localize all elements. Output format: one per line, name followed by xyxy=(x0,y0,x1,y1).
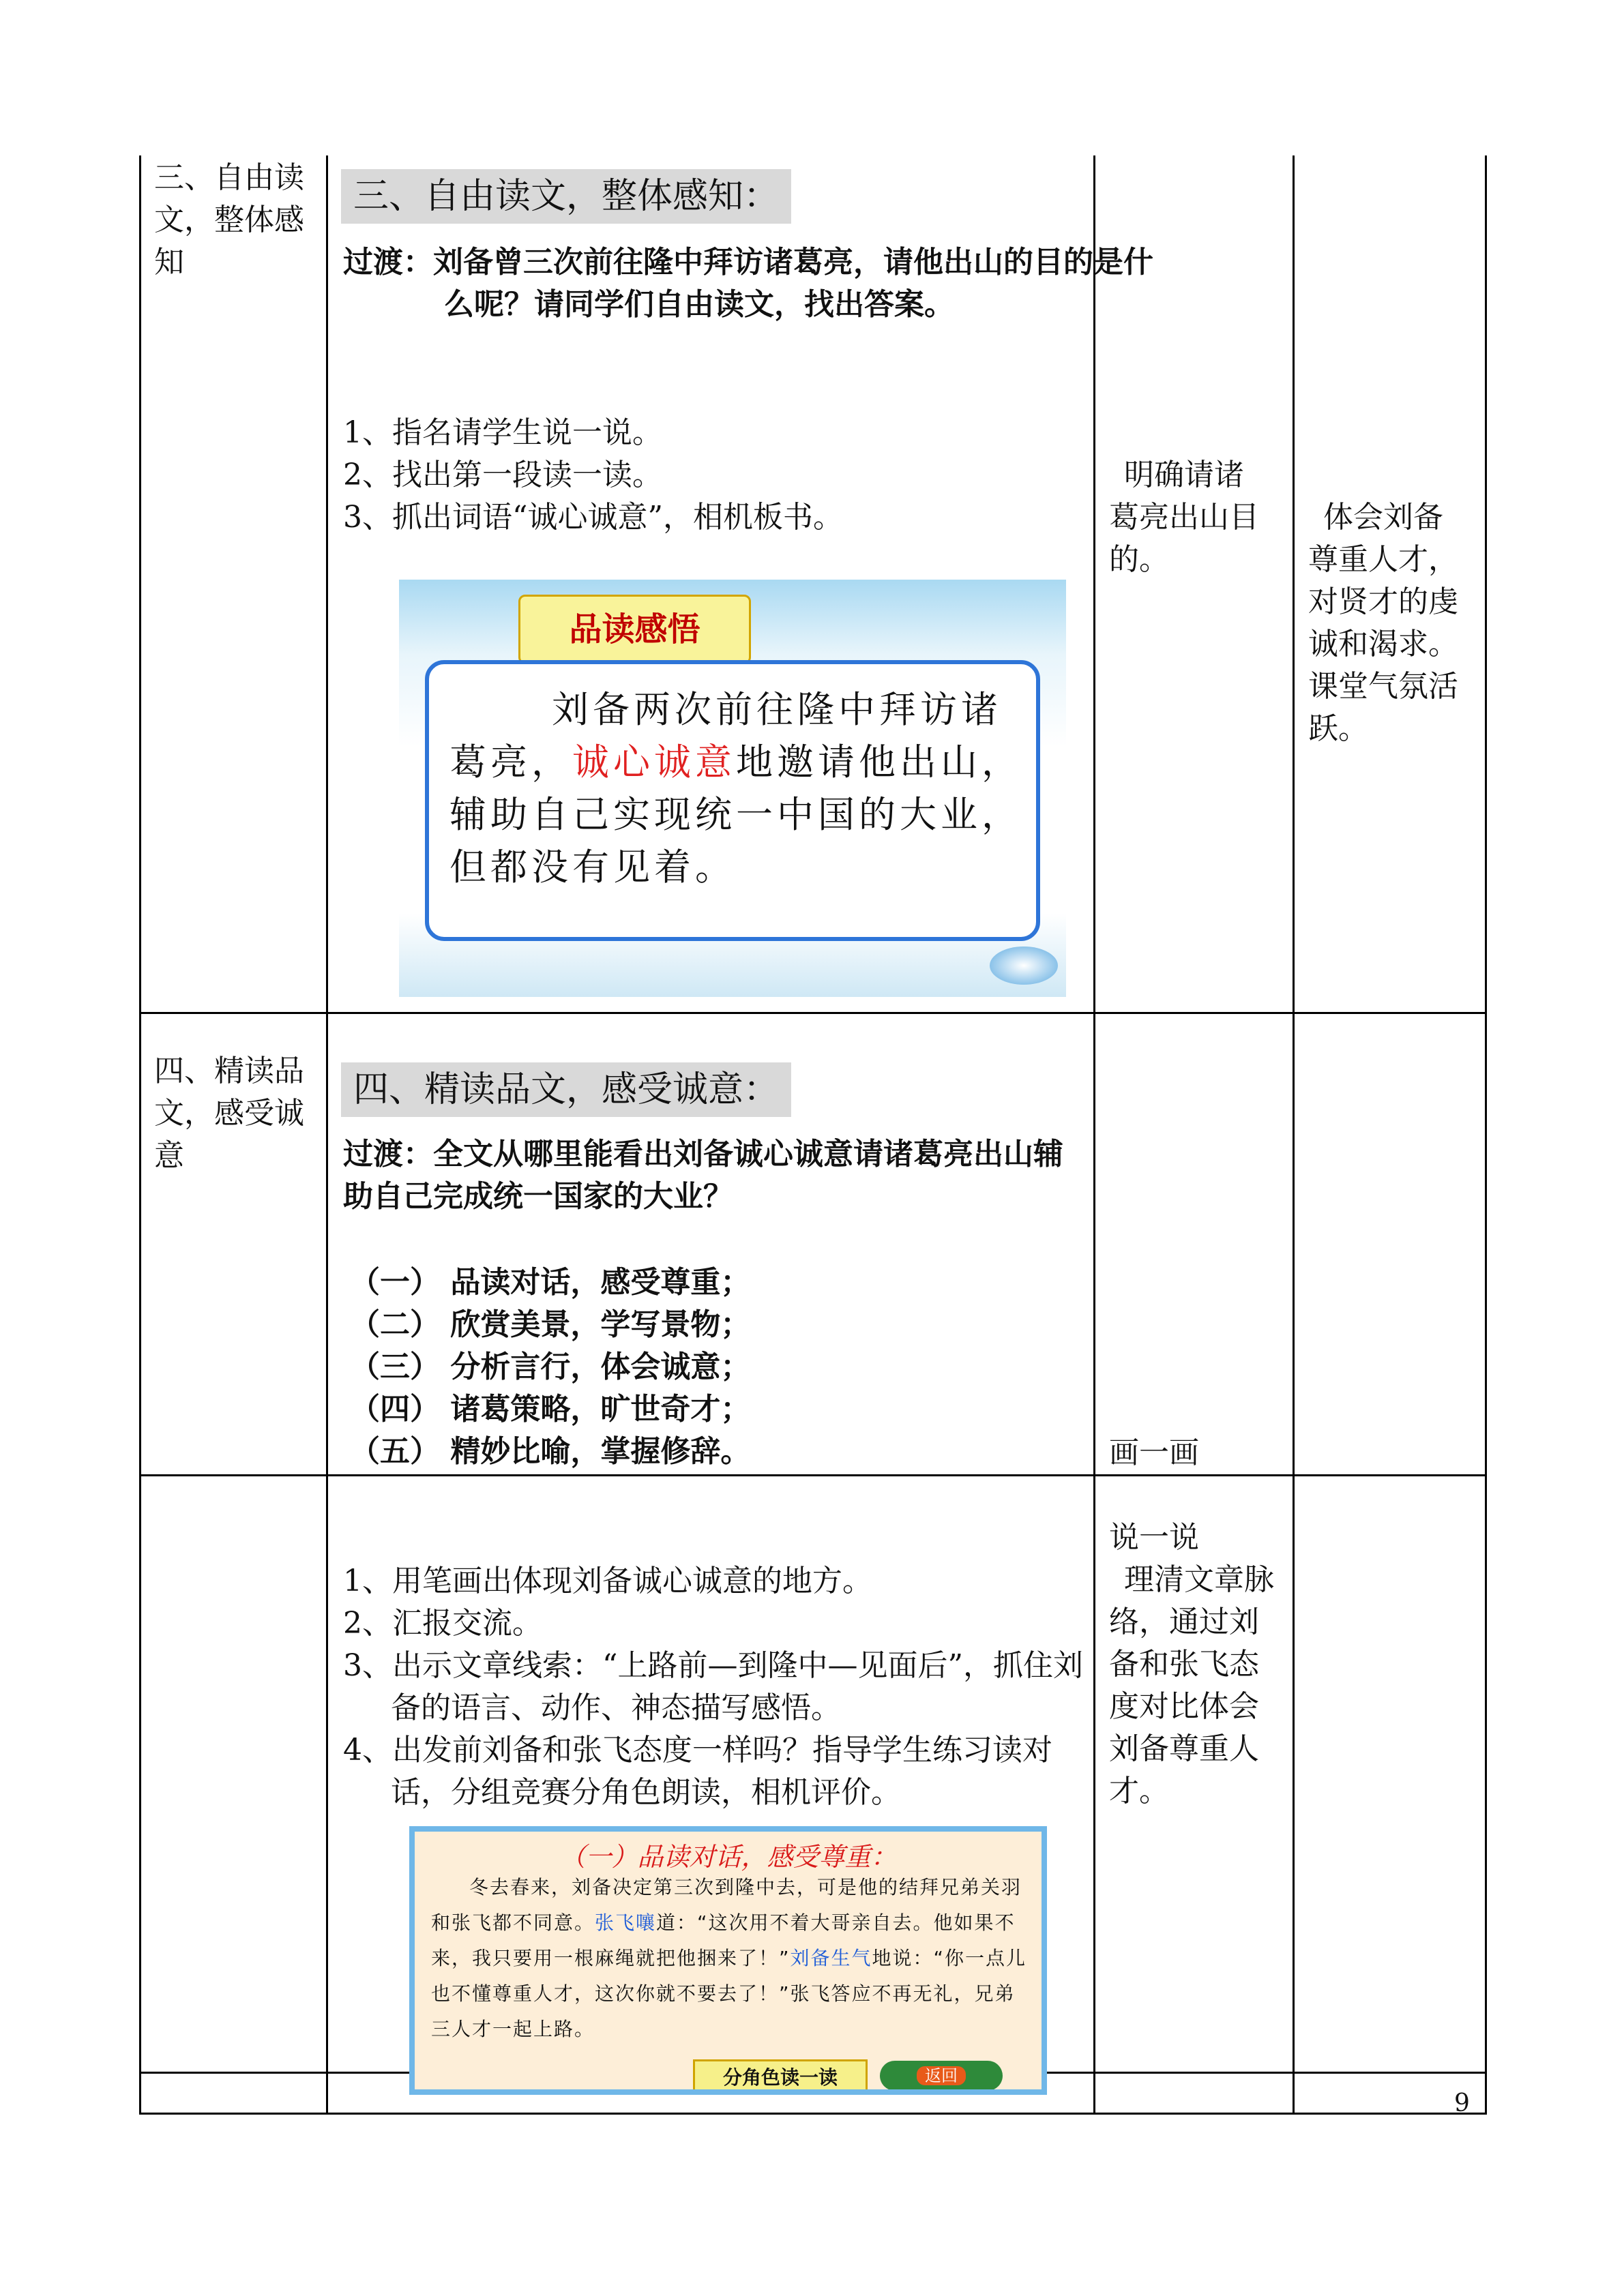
scroll-banner xyxy=(518,595,751,664)
slide2-text xyxy=(431,1870,1032,2047)
step-item: 1、指名请学生说一说。 xyxy=(343,415,662,450)
step-item: 3、出示文章线索：“上路前—到隆中—见面后”，抓住刘备的语言、动作、神态描写感悟。 xyxy=(343,1648,1083,1725)
step-item: 1、用笔画出体现刘备诚心诚意的地方。 xyxy=(343,1564,872,1598)
slide-text-before: 刘备两次前往隆中拜访诸葛亮， xyxy=(449,688,1002,784)
step-item: 3、抓出词语“诚心诚意”，相机板书。 xyxy=(343,500,843,535)
student-activity-1: 明确请诸葛亮出山目的。 xyxy=(1109,458,1259,577)
step-item: 2、汇报交流。 xyxy=(343,1606,542,1641)
globe-bowl-icon xyxy=(990,946,1058,985)
slide-reading-insight xyxy=(399,580,1066,997)
slide-text-box xyxy=(425,660,1040,941)
table-divider-3 xyxy=(1293,155,1295,2113)
step-list-3 xyxy=(343,1560,1087,1814)
slide2-title: （一）品读对话，感受尊重： xyxy=(559,1842,897,1872)
section-heading-2: 四、精读品文，感受诚意： xyxy=(341,1062,791,1117)
back-button[interactable] xyxy=(880,2061,1003,2091)
slide2-liubei: 刘备生气 xyxy=(790,1947,872,1969)
step-item: 4、出发前刘备和张飞态度一样吗？指导学生练习读对话，分组竞赛分角色朗读，相机评价。 xyxy=(343,1733,1052,1810)
student-activity-title-3: 说一说 xyxy=(1109,1520,1199,1555)
transition-text-1: 过渡：刘备曾三次前往隆中拜访诸葛亮，请他出山的目的是什么呢？请同学们自由读文，找出答案。 xyxy=(343,245,1153,322)
table-divider-1 xyxy=(326,155,328,2113)
table-border-bottom xyxy=(139,2113,1487,2115)
student-activity-3: 理清文章脉络，通过刘备和张飞态度对比体会刘备尊重人才。 xyxy=(1109,1562,1274,1808)
slide2-zhangfei: 张飞嚷 xyxy=(595,1911,657,1934)
slide2-p1: 冬去春来，刘备决定第三次到隆中去，可是他的结拜兄弟关羽和张飞都不同意。 xyxy=(431,1876,1022,1934)
table-divider-2 xyxy=(1093,155,1095,2113)
section-heading-1: 三、自由读文，整体感知： xyxy=(341,169,791,224)
row-separator-1 xyxy=(139,1012,1487,1014)
slide-dialogue-reading xyxy=(409,1826,1047,2095)
step-list-1 xyxy=(343,412,843,539)
stage-label-1: 三、自由读文，整体感知 xyxy=(154,160,304,280)
page-number: 9 xyxy=(1454,2089,1470,2117)
scroll-label: 品读感悟 xyxy=(569,610,700,648)
list-item: （四） 诸葛策略，旷世奇才； xyxy=(350,1392,751,1427)
stage-label-2: 四、精读品文，感受诚意 xyxy=(154,1054,304,1173)
slide2-p3: 地说：“你一点儿也不懂尊重人才，这次你就不要去了！”张飞答应不再无礼，兄弟三人才一起上路。 xyxy=(431,1947,1027,2040)
transition-text-2: 过渡：全文从哪里能看出刘备诚心诚意请诸葛亮出山辅助自己完成统一国家的大业？ xyxy=(343,1137,1063,1214)
list-item: （一） 品读对话，感受尊重； xyxy=(350,1265,751,1300)
list-item: （三） 分析言行，体会诚意； xyxy=(350,1350,751,1384)
table-border-left xyxy=(139,155,141,2113)
slide2-p2: 道：“这次用不着大哥亲自去。他如果不来，我只要用一根麻绳就把他捆来了！” xyxy=(431,1911,1016,1969)
row-separator-2 xyxy=(139,1474,1487,1476)
slide-text xyxy=(449,683,1022,893)
list-item: （五） 精妙比喻，掌握修辞。 xyxy=(350,1434,751,1469)
item-list-2 xyxy=(350,1262,750,1473)
design-intent-1: 体会刘备尊重人才，对贤才的虔诚和渴求。课堂气氛活跃。 xyxy=(1308,500,1458,746)
slide-text-after: 地邀请他出山，辅助自己实现统一中国的大业，但都没有见着。 xyxy=(449,741,1022,889)
list-item: （二） 欣赏美景，学写景物； xyxy=(350,1307,751,1342)
step-item: 2、找出第一段读一读。 xyxy=(343,458,662,492)
table-border-right xyxy=(1485,155,1487,2113)
role-reading-button[interactable]: 分角色读一读 xyxy=(693,2059,868,2095)
slide-text-highlight: 诚心诚意 xyxy=(572,741,736,784)
student-activity-2: 画一画 xyxy=(1109,1435,1199,1470)
back-button-label: 返回 xyxy=(917,2066,966,2085)
